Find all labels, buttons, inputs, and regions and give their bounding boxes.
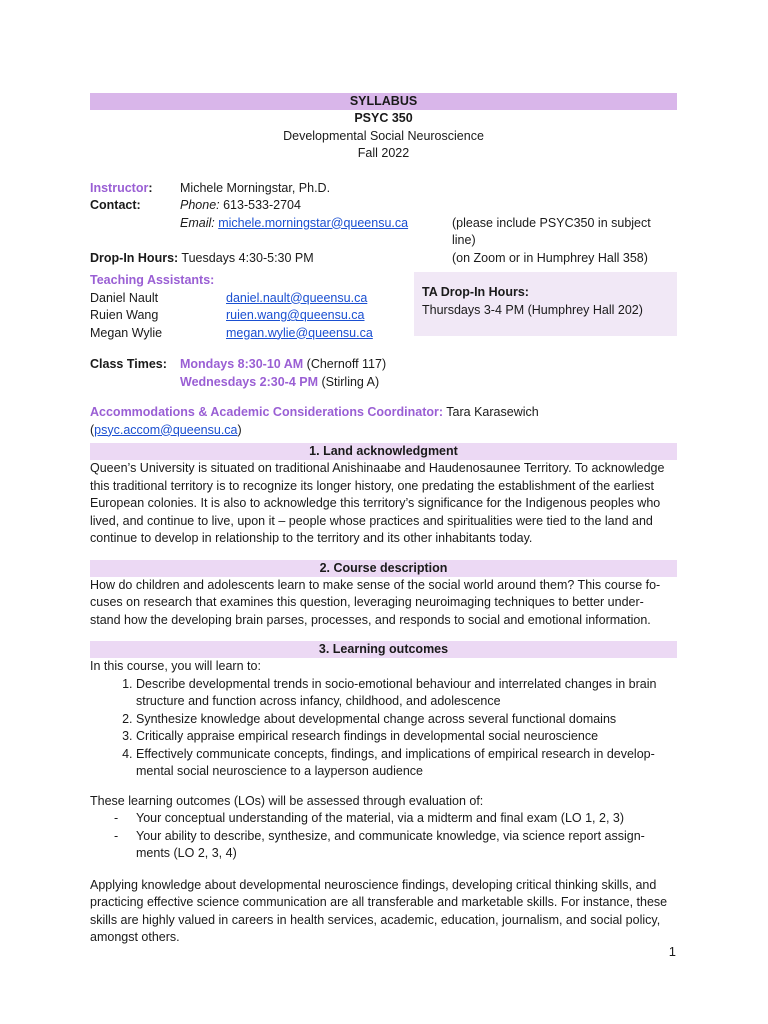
class-times-label: Class Times: <box>90 357 167 371</box>
contact-label: Contact: <box>90 198 141 212</box>
course-code: PSYC 350 <box>354 111 413 125</box>
instructor-row: Instructor: Michele Morningstar, Ph.D. <box>90 180 677 198</box>
contact-email-row <box>90 215 677 250</box>
ta-heading: Teaching Assistants: <box>90 273 215 287</box>
list-item: 4. Effectively communicate concepts, findings, and implications of empirical research in develop- mental social neuroscience to a layperson audience <box>136 746 677 781</box>
dropin-label: Drop-In Hours: <box>90 250 179 265</box>
list-item: - Your conceptual understanding of the material, via a midterm and final exam (LO 1, 2, 3) <box>136 810 677 828</box>
list-item: 2. Synthesize knowledge about developmental change across several functional domains <box>136 711 677 729</box>
ta-dropin-heading: TA Drop-In Hours: <box>422 285 529 299</box>
class-slot-place: (Chernoff 117) <box>303 357 387 371</box>
ta-name: Ruien Wang <box>90 308 159 322</box>
syllabus-page <box>90 93 677 947</box>
ta-row <box>90 307 414 325</box>
class-slot-time: Wednesdays 2:30-4 PM <box>180 374 319 389</box>
course-term: Fall 2022 <box>357 146 410 160</box>
phone-value: 613-533-2704 <box>219 198 301 212</box>
teaching-assistants-block <box>90 272 677 342</box>
page-number: 1 <box>668 944 676 959</box>
ta-dropin-box <box>414 272 677 336</box>
instructor-name: Michele Morningstar, Ph.D. <box>180 180 331 195</box>
list-item: - Your ability to describe, synthesize, and communicate knowledge, via science report assign- ments (LO 2, 3, 4) <box>136 828 677 863</box>
course-title: Developmental Social Neuroscience <box>283 128 484 143</box>
section-heading-course: 2. Course description <box>90 560 677 577</box>
ta-dropin-value: Thursdays 3-4 PM (Humphrey Hall 202) <box>422 302 643 317</box>
accommodations-line: Accommodations & Academic Considerations Coordinator: Tara Karasewich (psyc.accom@queensu.ca) <box>90 405 539 437</box>
assessed-intro: These learning outcomes (LOs) will be assessed through evaluation of: <box>90 793 484 808</box>
class-times-row-1 <box>90 356 677 374</box>
accommodations-name: Tara Karasewich ( <box>90 405 539 437</box>
dropin-note: (on Zoom or in Humphrey Hall 358) <box>452 250 648 265</box>
section-heading-land: 1. Land acknowledgment <box>90 443 677 460</box>
outcomes-intro: In this course, you will learn to: <box>90 659 261 673</box>
ta-email-link[interactable]: megan.wylie@queensu.ca <box>226 325 373 340</box>
assessment-list <box>90 810 677 863</box>
land-acknowledgment-text: Queen’s University is situated on traditional Anishinaabe and Haudenosaunee Territory. To acknowledge this traditional territory is to recognize its longer history, one predating the establishment of the earliest European colonies. It is also to acknowledge this territory’s significance for the Indigenous peoples who lived, and continue to live, upon it – people whose practices and spiritualities were tied to the land and continue to develop in relationship to the territory and its other inhabitants today. <box>90 461 665 545</box>
phone-label: Phone: <box>180 198 220 212</box>
contact-phone-row <box>90 197 677 215</box>
list-item: 3. Critically appraise empirical research findings in developmental social neuroscience <box>136 728 677 746</box>
email-note: (please include PSYC350 in subject line) <box>452 215 651 247</box>
ta-email-link[interactable]: ruien.wang@queensu.ca <box>226 308 365 322</box>
outcomes-closing-text: Applying knowledge about developmental neuroscience findings, developing critical thinking skills, and practicing effective science communication are all transferable and marketable skills. For instance, these skills are highly valued in careers in health services, academic, education, journalism, and social policy, amongst others. <box>90 877 668 944</box>
dropin-value: Tuesdays 4:30-5:30 PM <box>178 250 314 265</box>
class-slot-time: Mondays 8:30-10 AM <box>180 357 304 371</box>
ta-name: Daniel Nault <box>90 290 159 305</box>
email-label: Email: <box>180 215 215 230</box>
instructor-label: Instructor <box>90 180 149 195</box>
section-heading-outcomes: 3. Learning outcomes <box>90 641 677 658</box>
course-description-text: How do children and adolescents learn to make sense of the social world around them? This course fo- cuses on research that examines this question, leveraging neuroimaging techniques to better under- stand how the developing brain parses, processes, and responds to social and emotional information. <box>90 577 661 627</box>
class-slot-place: (Stirling A) <box>318 374 380 389</box>
class-times-row-2 <box>90 374 677 392</box>
instructor-email-link[interactable]: michele.morningstar@queensu.ca <box>218 215 409 230</box>
ta-row <box>90 325 414 343</box>
dropin-row <box>90 250 677 268</box>
ta-name: Megan Wylie <box>90 325 163 340</box>
list-item: 1. Describe developmental trends in socio-emotional behaviour and interrelated changes in brain structure and function across infancy, childhood, and adolescence <box>136 676 677 711</box>
ta-row <box>90 290 414 308</box>
learning-outcomes-list <box>90 676 677 781</box>
accommodations-label: Accommodations & Academic Considerations Coordinator: <box>90 405 444 419</box>
ta-email-link[interactable]: daniel.nault@queensu.ca <box>226 290 368 305</box>
accommodations-email-link[interactable]: psyc.accom@queensu.ca <box>94 422 238 437</box>
syllabus-title-band: SYLLABUS <box>90 93 677 110</box>
